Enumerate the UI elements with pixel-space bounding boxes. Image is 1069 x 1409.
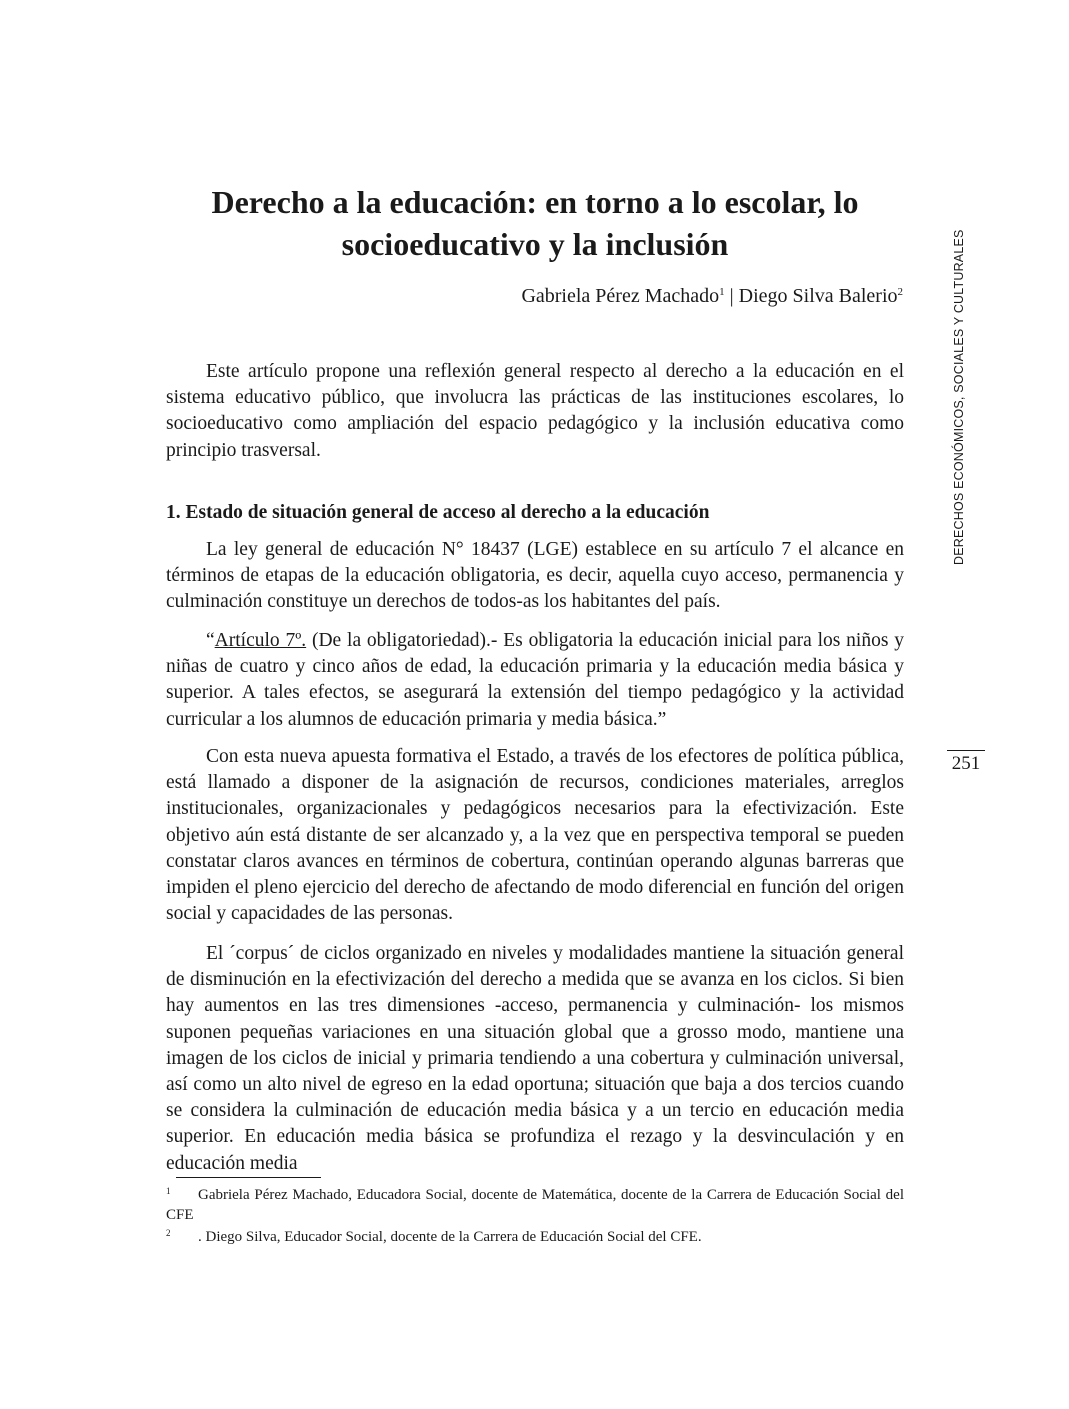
author-line [521, 283, 903, 309]
section-heading: 1. Estado de situación general de acceso al derecho a la educación [166, 502, 710, 523]
footnote-ref[interactable]: 1 [719, 286, 725, 298]
running-section-label: DERECHOS ECONÓMICOS, SOCIALES Y CULTURALES [952, 229, 966, 565]
footnote-divider [176, 1177, 321, 1178]
page-number: 251 [947, 750, 985, 775]
author-name: Diego Silva Balerio [738, 285, 898, 307]
author-separator: | [724, 285, 739, 307]
body-paragraph: La ley general de educación N° 18437 (LGE) establece en su artículo 7 el alcance en términos de etapas de la educación obligatoria, es decir, aquella cuyo acceso, permanencia y culminación constituye un derechos de todos-as los habitantes del país. [166, 539, 904, 613]
body-paragraph: Con esta nueva apuesta formativa el Estado, a través de los efectores de política pública, está llamado a disponer de la asignación de recursos, condiciones materiales, arreglos institucionales, organizacionales y pedagógicos necesarios para la efectivización. Este objetivo aún está distante de ser alcanzado y, a la vez que en perspectiva temporal se pueden constatar claros avances en términos de cobertura, continúan operando algunas barreras que impiden el pleno ejercicio del derecho de afectando de modo diferencial en función del origen social y capacidades de las personas. [166, 746, 904, 925]
quoted-article-paragraph [166, 628, 904, 733]
footnote-text: Gabriela Pérez Machado, Educadora Social, docente de Matemática, docente de la Carrera de Educación Social del CFE [166, 1187, 904, 1223]
article-title: Derecho a la educación: en torno a lo escolar, lo socioeducativo y la inclusión [211, 184, 859, 263]
footnote: 1 Gabriela Pérez Machado, Educadora Social, docente de Matemática, docente de la Carrera de Educación Social del CFE [166, 1186, 904, 1223]
author-name: Gabriela Pérez Machado [521, 285, 720, 307]
quote-text: (De la obligatoriedad).- Es obligatoria la educación inicial para los niños y niñas de cuatro y cinco años de edad, la educación primaria y la educación media básica y superior. A tales efectos, se asegurará la extensión del tiempo pedagógico y la actividad curricular a los alumnos de educación primaria y media básica.” [166, 630, 904, 730]
quote-mark: “ [206, 630, 215, 651]
footnote-text: . Diego Silva, Educador Social, docente de la Carrera de Educación Social del CFE. [198, 1229, 702, 1245]
footnote: 2 . Diego Silva, Educador Social, docente de la Carrera de Educación Social del CFE. [166, 1228, 702, 1245]
abstract-paragraph: Este artículo propone una reflexión general respecto al derecho a la educación en el sistema educativo público, que involucra las prácticas de las instituciones escolares, lo socioeducativo como ampliación del espacio pedagógico y la inclusión educativa como principio trasversal. [166, 361, 904, 461]
body-paragraph: El ´corpus´ de ciclos organizado en niveles y modalidades mantiene la situación general de disminución en la efectivización del derecho a medida que se avanza en los ciclos. Si bien hay aumentos en las tres dimensiones -acceso, permanencia y culminación- los mismos suponen pequeñas variaciones en una situación global que a grosso modo, mantiene una imagen de los ciclos de inicial y primaria tendiendo a una cobertura y culminación universal, así como un alto nivel de egreso en la edad oportuna; situación que baja a dos tercios cuando se considera la culminación de educación media básica y a un tercio en educación media superior. En educación media básica se profundiza el rezago y la desvinculación y en educación media [166, 943, 904, 1174]
footnote-ref[interactable]: 2 [897, 286, 903, 298]
article-reference: Artículo 7º. [214, 630, 307, 651]
